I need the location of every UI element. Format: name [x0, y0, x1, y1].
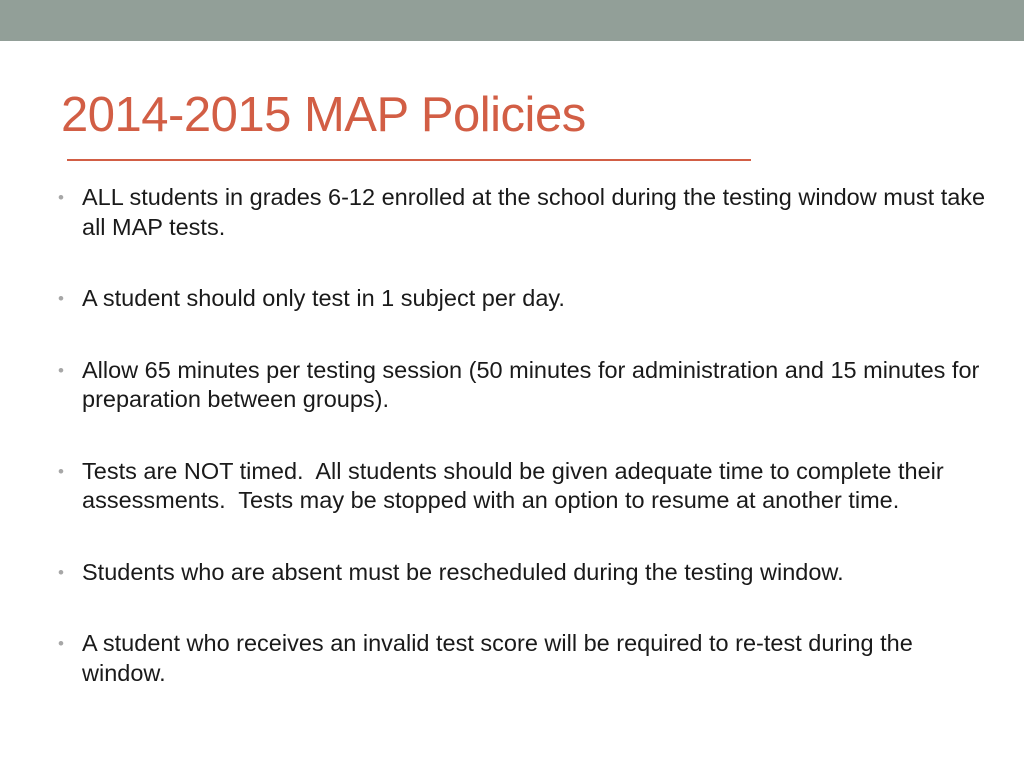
- bullet-item-2: [58, 284, 988, 314]
- bullet-text: ALL students in grades 6-12 enrolled at the school during the testing window must take all MAP tests.: [82, 184, 986, 240]
- bullet-dot-icon: •: [58, 634, 64, 653]
- bullet-text: A student who receives an invalid test score will be required to re-test during the window.: [82, 630, 913, 686]
- bullet-list: [58, 183, 988, 688]
- bullet-text: Allow 65 minutes per testing session (50 minutes for administration and 15 minutes for preparation between groups).: [82, 356, 980, 412]
- bullet-text: A student should only test in 1 subject per day.: [82, 285, 565, 311]
- bullet-dot-icon: •: [58, 562, 64, 582]
- bullet-dot-icon: •: [58, 461, 64, 481]
- bullet-item-3: [58, 356, 988, 415]
- bullet-text: Students who are absent must be rescheduled during the testing window.: [82, 558, 844, 585]
- bullet-dot-icon: •: [58, 360, 64, 380]
- bullet-item-5: [58, 558, 988, 588]
- bullet-dot-icon: •: [58, 188, 64, 207]
- bullet-item-4: [58, 457, 988, 516]
- bullet-item-6: [58, 629, 988, 688]
- bullet-item-1: [58, 183, 988, 242]
- title-underline: [67, 159, 751, 161]
- top-band: [0, 0, 1024, 41]
- slide-title: 2014-2015 MAP Policies: [61, 88, 586, 142]
- bullet-text: Tests are NOT timed. All students should be given adequate time to complete their assessments. Tests may be stopped with an option to resume at another time.: [82, 457, 951, 513]
- bullet-dot-icon: •: [58, 289, 64, 308]
